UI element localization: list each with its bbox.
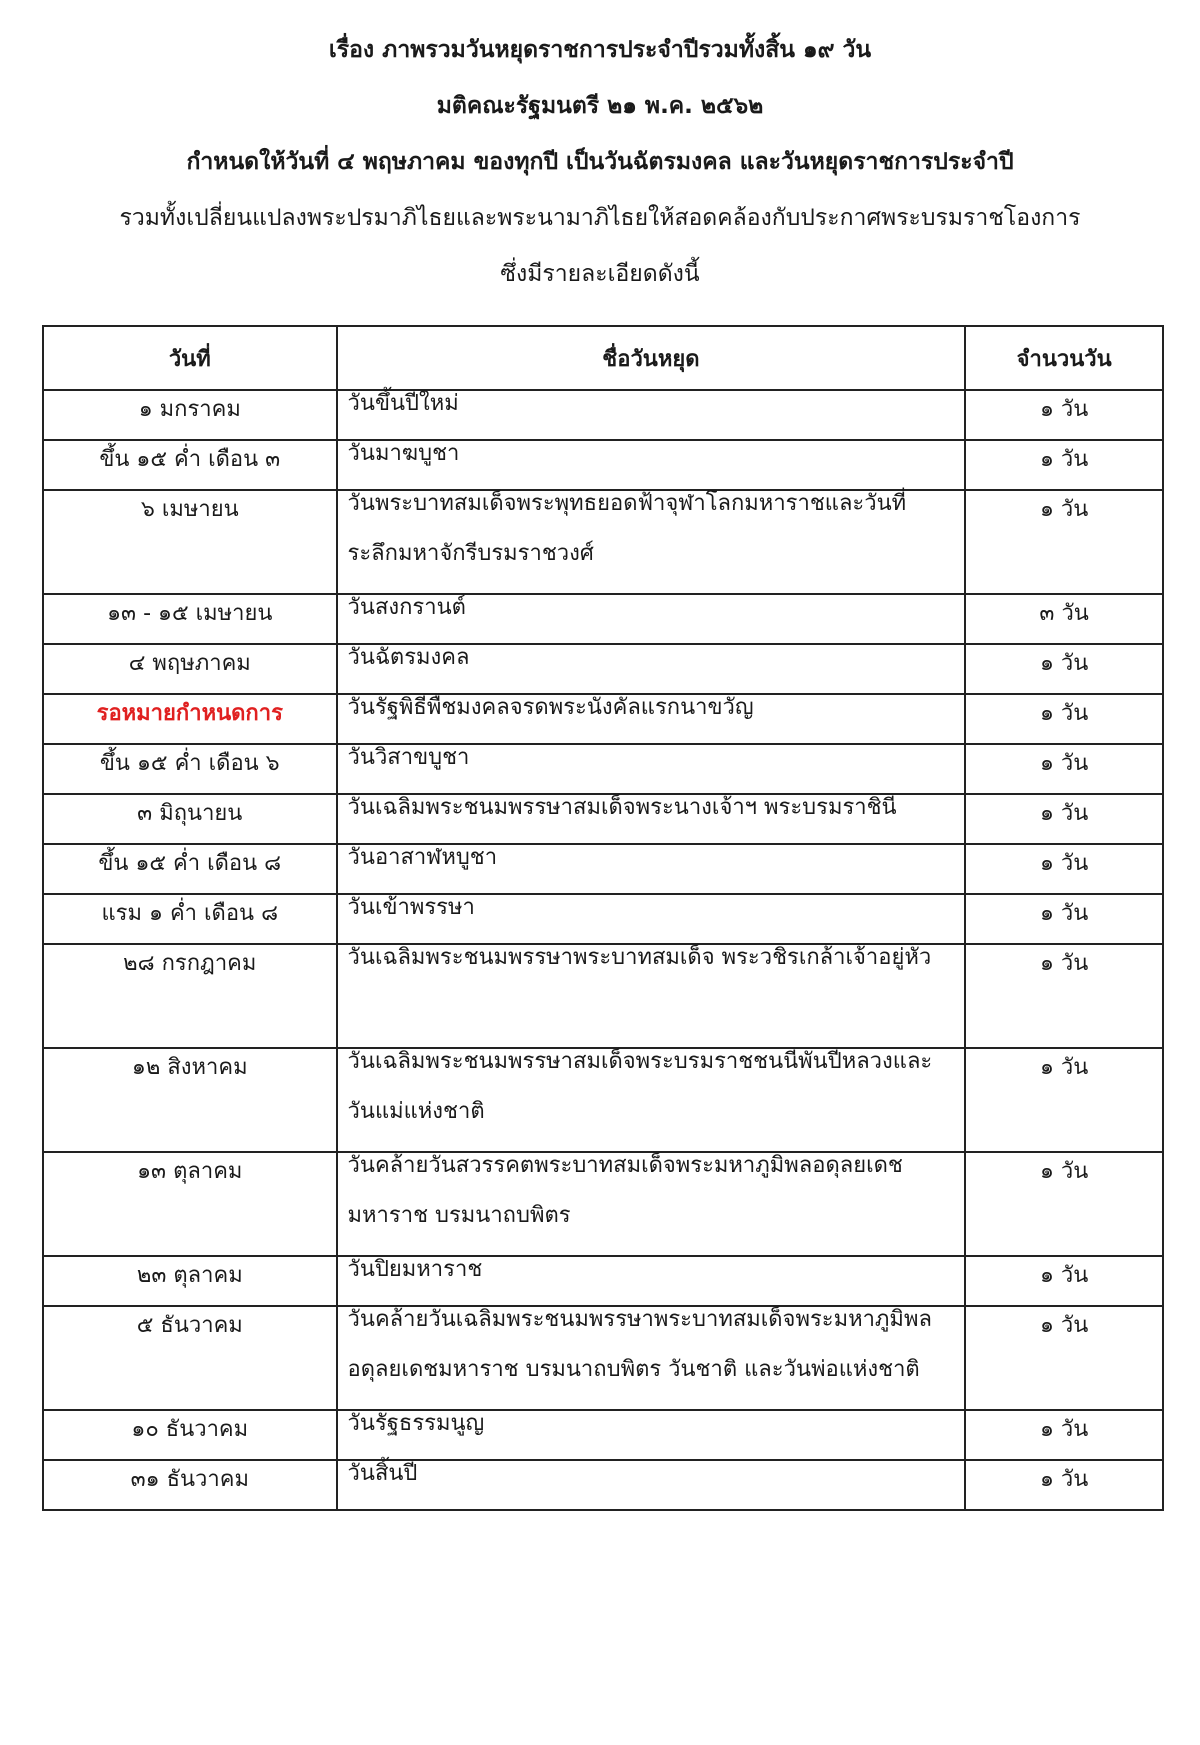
holiday-date: ๑๓ - ๑๕ เมษายน (43, 594, 337, 644)
holiday-day-count: ๑ วัน (965, 644, 1163, 694)
holiday-date: แรม ๑ ค่ำ เดือน ๘ (43, 894, 337, 944)
holiday-day-count: ๑ วัน (965, 1048, 1163, 1152)
holiday-date: ๑๐ ธันวาคม (43, 1410, 337, 1460)
table-row (43, 1460, 1163, 1510)
cabinet-resolution: มติคณะรัฐมนตรี ๒๑ พ.ค. ๒๕๖๒ (436, 93, 764, 119)
holiday-table (42, 325, 1164, 1511)
holiday-date: ขึ้น ๑๕ ค่ำ เดือน ๓ (43, 440, 337, 490)
column-header-day-count: จำนวนวัน (965, 326, 1163, 390)
holiday-date: ขึ้น ๑๕ ค่ำ เดือน ๖ (43, 744, 337, 794)
holiday-name-text: วันขึ้นปีใหม่ (347, 391, 459, 416)
holiday-name-text: วันสิ้นปี (347, 1461, 418, 1486)
holiday-date: ๓ มิถุนายน (43, 794, 337, 844)
holiday-name-text: วันสงกรานต์ (347, 595, 466, 620)
document-header (0, 22, 1200, 302)
holiday-day-count: ๑ วัน (965, 844, 1163, 894)
holiday-name-text: วันพระบาทสมเด็จพระพุทธยอดฟ้าจุฬาโลกมหาราชและวันที่ระลึกมหาจักรีบรมราชวงศ์ (347, 491, 907, 566)
holiday-date: ๕ ธันวาคม (43, 1306, 337, 1410)
holiday-date: ๑๓ ตุลาคม (43, 1152, 337, 1256)
resolution-summary: กำหนดให้วันที่ ๔ พฤษภาคม ของทุกปี เป็นวันฉัตรมงคล และวันหยุดราชการประจำปี (186, 149, 1014, 175)
holiday-day-count: ๑ วัน (965, 1256, 1163, 1306)
table-row (43, 1152, 1163, 1256)
holiday-name-text: วันคล้ายวันเฉลิมพระชนมพรรษาพระบาทสมเด็จพระมหาภูมิพลอดุลยเดชมหาราช บรมนาถบพิตร วันชาติ และวันพ่อแห่งชาติ (347, 1307, 932, 1382)
holiday-day-count: ๑ วัน (965, 1410, 1163, 1460)
table-row (43, 490, 1163, 594)
holiday-name (337, 1306, 966, 1410)
table-row (43, 1306, 1163, 1410)
holiday-name-text: วันปิยมหาราช (347, 1257, 483, 1282)
holiday-name-text: วันเฉลิมพระชนมพรรษาสมเด็จพระบรมราชชนนีพันปีหลวงและวันแม่แห่งชาติ (347, 1049, 933, 1124)
holiday-day-count: ๑ วัน (965, 694, 1163, 744)
holiday-day-count: ๓ วัน (965, 594, 1163, 644)
holiday-name-text: วันมาฆบูชา (347, 441, 460, 466)
holiday-name-text: วันอาสาฬหบูชา (347, 845, 498, 870)
holiday-day-count: ๑ วัน (965, 944, 1163, 1048)
holiday-name (337, 1460, 966, 1510)
holiday-date: ขึ้น ๑๕ ค่ำ เดือน ๘ (43, 844, 337, 894)
holiday-date: ๑๒ สิงหาคม (43, 1048, 337, 1152)
details-intro: ซึ่งมีรายละเอียดดังนี้ (500, 261, 700, 287)
holiday-date: ๔ พฤษภาคม (43, 644, 337, 694)
holiday-date: ๖ เมษายน (43, 490, 337, 594)
holiday-name-text: วันรัฐพิธีพืชมงคลจรดพระนังคัลแรกนาขวัญ (347, 695, 754, 720)
holiday-day-count: ๑ วัน (965, 794, 1163, 844)
subject-title: เรื่อง ภาพรวมวันหยุดราชการประจำปีรวมทั้งสิ้น ๑๙ วัน (328, 37, 872, 63)
holiday-name-text: วันวิสาขบูชา (347, 745, 470, 770)
holiday-day-count: ๑ วัน (965, 1306, 1163, 1410)
holiday-name (337, 1048, 966, 1152)
holiday-day-count: ๑ วัน (965, 744, 1163, 794)
holiday-name-text: วันฉัตรมงคล (347, 645, 470, 670)
holiday-date: ๑ มกราคม (43, 390, 337, 440)
holiday-date: ๓๑ ธันวาคม (43, 1460, 337, 1510)
holiday-name-text: วันเฉลิมพระชนมพรรษาสมเด็จพระนางเจ้าฯ พระบรมราชินี (347, 795, 897, 820)
holiday-date-pending: รอหมายกำหนดการ (43, 694, 337, 744)
column-header-date: วันที่ (43, 326, 337, 390)
table-row (43, 944, 1163, 1048)
holiday-day-count: ๑ วัน (965, 490, 1163, 594)
description-line: รวมทั้งเปลี่ยนแปลงพระปรมาภิไธยและพระนามาภิไธยให้สอดคล้องกับประกาศพระบรมราชโองการ (119, 205, 1081, 231)
holiday-day-count: ๑ วัน (965, 1460, 1163, 1510)
holiday-name (337, 944, 966, 1048)
holiday-day-count: ๑ วัน (965, 390, 1163, 440)
holiday-name-text: วันเข้าพรรษา (347, 895, 475, 920)
holiday-name-text: วันรัฐธรรมนูญ (347, 1411, 485, 1436)
holiday-day-count: ๑ วัน (965, 440, 1163, 490)
holiday-date: ๒๓ ตุลาคม (43, 1256, 337, 1306)
holiday-name-text: วันคล้ายวันสวรรคตพระบาทสมเด็จพระมหาภูมิพลอดุลยเดชมหาราช บรมนาถบพิตร (347, 1153, 903, 1228)
table-row (43, 1048, 1163, 1152)
holiday-name (337, 1152, 966, 1256)
holiday-date: ๒๘ กรกฎาคม (43, 944, 337, 1048)
column-header-holiday-name: ชื่อวันหยุด (337, 326, 966, 390)
holiday-day-count: ๑ วัน (965, 894, 1163, 944)
holiday-day-count: ๑ วัน (965, 1152, 1163, 1256)
holiday-name-text: วันเฉลิมพระชนมพรรษาพระบาทสมเด็จ พระวชิรเกล้าเจ้าอยู่หัว (347, 945, 932, 970)
holiday-name (337, 490, 966, 594)
